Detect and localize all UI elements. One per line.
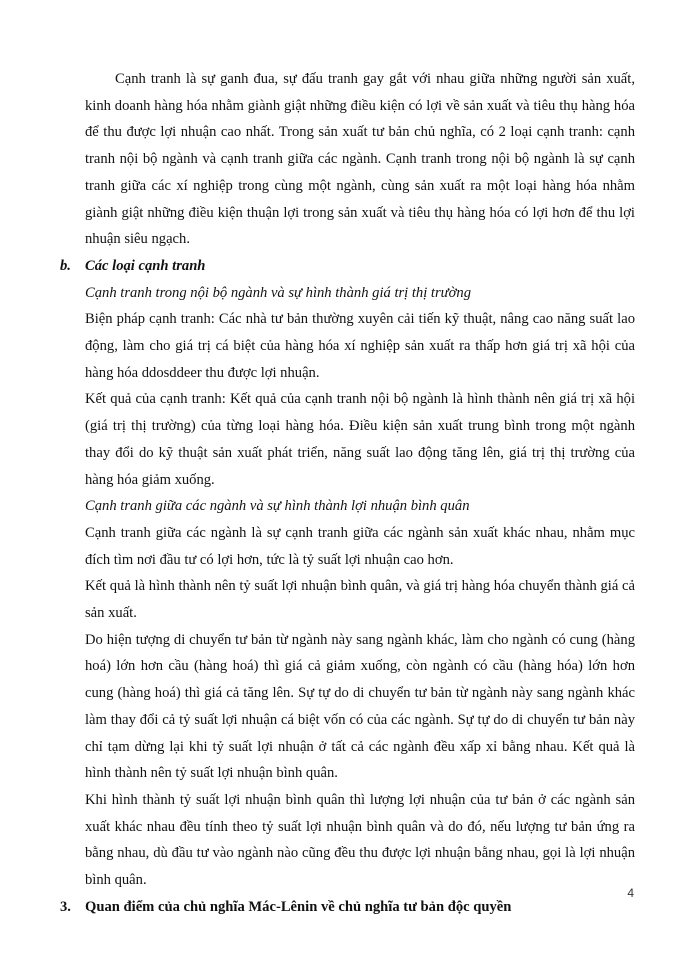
body-paragraph: Cạnh tranh giữa các ngành là sự cạnh tranh giữa các ngành sản xuất khác nhau, nhằm mục đích tìm nơi đầu tư có lợi hơn, tức là tỷ suất lợi nhuận cao hơn. bbox=[85, 524, 635, 568]
section-heading-b bbox=[60, 253, 635, 280]
section-label-3: 3. bbox=[60, 898, 71, 915]
body-paragraph: Khi hình thành tỷ suất lợi nhuận bình quân thì lượng lợi nhuận của tư bản ở các ngành sản xuất khác nhau đều tính theo tỷ suất lợi nhuận bình quân và do đó, nếu lượng tư bản ứng ra bằng nhau, dù đầu tư vào ngành nào cũng đều thu được lợi nhuận bằng nhau, gọi là lợi nhuận bình quân. bbox=[85, 791, 635, 889]
section-title-b: Các loại cạnh tranh bbox=[85, 257, 206, 274]
subheading-inter-industry-competition: Cạnh tranh giữa các ngành và sự hình thành lợi nhuận bình quân bbox=[85, 498, 470, 515]
page-number: 4 bbox=[627, 886, 634, 900]
body-paragraph: Kết quả là hình thành nên tỷ suất lợi nhuận bình quân, và giá trị hàng hóa chuyển thành giá cả sản xuất. bbox=[85, 578, 635, 622]
subheading-internal-competition: Cạnh tranh trong nội bộ ngành và sự hình thành giá trị thị trường bbox=[85, 284, 472, 301]
intro-paragraph: Cạnh tranh là sự ganh đua, sự đấu tranh gay gắt với nhau giữa những người sản xuất, kinh doanh hàng hóa nhằm giành giật những điều kiện có lợi về sản xuất và tiêu thụ hàng hóa để thu được lợi nhuận cao nhất. Trong sản xuất tư bản chủ nghĩa, có 2 loại cạnh tranh: cạnh tranh nội bộ ngành và cạnh tranh giữa các ngành. Cạnh tranh trong nội bộ ngành là sự cạnh tranh giữa các xí nghiệp trong cùng một ngành, cùng sản xuất ra một loại hàng hóa nhằm giành giật những điều kiện thuận lợi trong sản xuất và tiêu thụ hàng hóa có lợi hơn để thu lợi nhuận siêu ngạch. bbox=[85, 71, 635, 248]
body-paragraph: Do hiện tượng di chuyển tư bản từ ngành này sang ngành khác, làm cho ngành có cung (hàng hoá) lớn hơn cầu (hàng hoá) thì giá cả giảm xuống, còn ngành có cầu (hàng hóa) lớn hơn cung (hàng hoá) thì giá cả tăng lên. Sự tự do di chuyển tư bản từ ngành này sang ngành khác làm thay đổi cả tỷ suất lợi nhuận cá biệt vốn có của các ngành. Sự tự do di chuyển tư bản này chỉ tạm dừng lại khi tỷ suất lợi nhuận ở tất cả các ngành đều xấp xỉ bằng nhau. Kết quả là hình thành nên tỷ suất lợi nhuận bình quân. bbox=[85, 631, 635, 782]
section-heading-3 bbox=[60, 894, 635, 921]
page-content bbox=[60, 66, 635, 921]
body-paragraph: Kết quả của cạnh tranh: Kết quả của cạnh tranh nội bộ ngành là hình thành nên giá trị xã hội (giá trị thị trường) của từng loại hàng hóa. Điều kiện sản xuất trung bình trong một ngành thay đổi do kỹ thuật sản xuất phát triển, năng suất lao động tăng lên, giá trị thị trường của hàng hóa giảm xuống. bbox=[85, 391, 635, 488]
section-title-3: Quan điểm của chủ nghĩa Mác-Lênin về chủ nghĩa tư bản độc quyền bbox=[85, 898, 512, 915]
section-label-b: b. bbox=[60, 257, 71, 274]
body-paragraph: Biện pháp cạnh tranh: Các nhà tư bản thường xuyên cải tiến kỹ thuật, nâng cao năng suất lao động, làm cho giá trị cá biệt của hàng hóa xí nghiệp sản xuất ra thấp hơn giá trị xã hội của hàng hóa ddosddeer thu được lợi nhuận. bbox=[85, 311, 635, 381]
